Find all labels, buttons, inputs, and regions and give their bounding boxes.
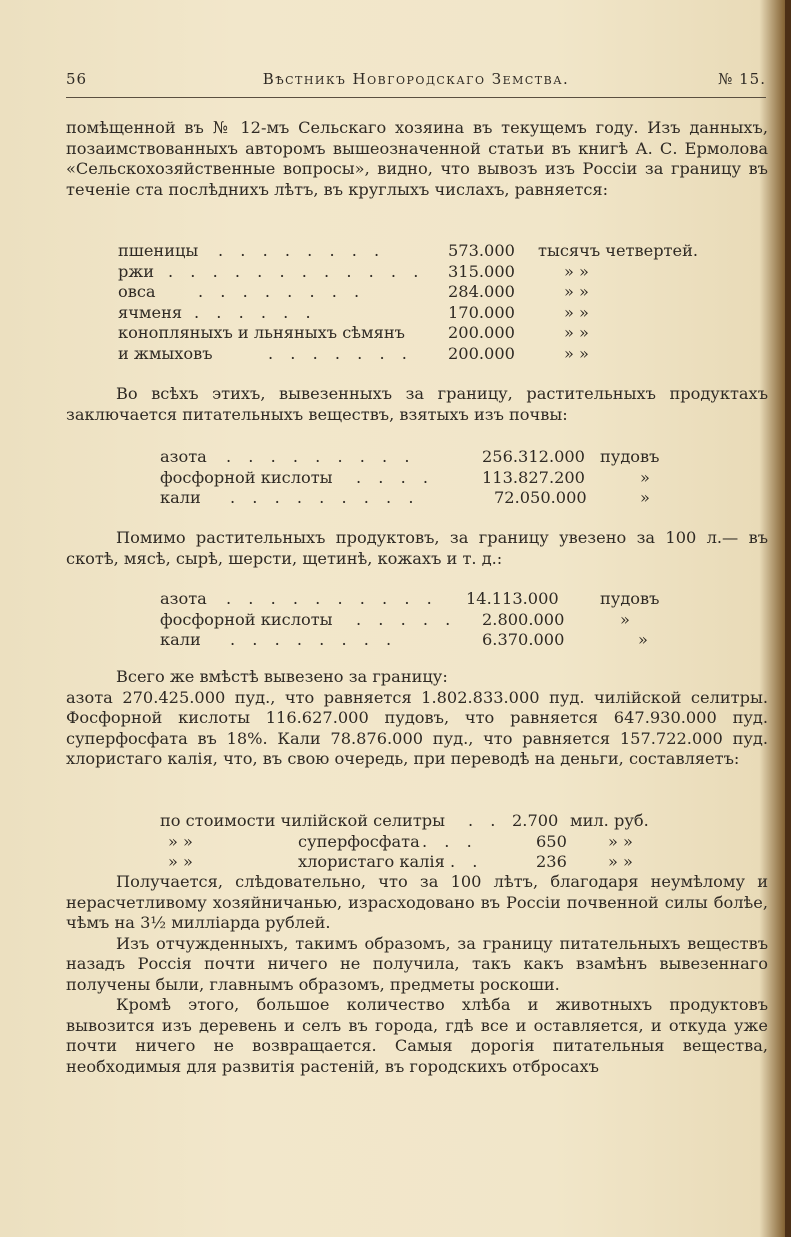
ditto-marks: » » xyxy=(168,852,193,871)
leader-dots: . . . . . . . xyxy=(268,343,413,363)
page-edge-shadow xyxy=(785,0,791,1237)
cost-value: 650 xyxy=(536,831,567,851)
table-row xyxy=(160,811,720,832)
animal-table xyxy=(160,589,720,651)
cost-value: 2.700 xyxy=(512,811,559,830)
total-heading: Всего же вмѣстѣ вывезено за границу: xyxy=(116,667,448,686)
item-unit: » » xyxy=(564,323,589,342)
closing-section xyxy=(66,872,768,1077)
intro-paragraph xyxy=(66,118,768,200)
closing-paragraph: Изъ отчужденныхъ, такимъ образомъ, за границу питательныхъ веществъ назадъ Россія почти ничего не получила, такъ какъ взамѣнъ вывезеннаго получены были, главнымъ образомъ, предметы роскоши. xyxy=(66,933,768,994)
leader-dots: . . . . . xyxy=(356,609,457,629)
cost-unit: » » xyxy=(608,831,633,851)
item-unit: » xyxy=(640,467,650,487)
item-value: 72.050.000 xyxy=(494,488,587,507)
nutrients-text: Во всѣхъ этихъ, вывезенныхъ за границу, растительныхъ продуктахъ заключается питательныхъ веществъ, взятыхъ изъ почвы: xyxy=(66,384,768,424)
leader-dots: . . . . . . . . . xyxy=(226,447,416,466)
item-value: 256.312.000 xyxy=(482,447,585,466)
table-row xyxy=(118,344,718,365)
animal-text: Помимо растительныхъ продуктовъ, за границу увезено за 100 л.— въ скотѣ, мясѣ, сырѣ, шерсти, щетинѣ, кожахъ и т. д.: xyxy=(66,528,768,568)
item-value: 284.000 xyxy=(448,282,515,301)
total-text: азота 270.425.000 пуд., что равняется 1.802.833.000 пуд. чилійской селитры. Фосфорной кислоты 116.627.000 пудовъ, что равняется 647.930.000 пуд. суперфосфата въ 18%. Кали 78.876.000 пуд., что равняется 157.722.000 пуд. хлористаго калія, что, въ свою очередь, при переводѣ на деньги, составляетъ: xyxy=(66,687,768,768)
item-name: ячменя xyxy=(118,302,183,322)
table-row xyxy=(118,282,718,303)
item-unit: пудовъ xyxy=(600,447,660,466)
item-unit: » xyxy=(638,630,648,649)
table-row xyxy=(160,630,720,651)
item-value: 113.827.200 xyxy=(482,467,585,487)
leader-dots: . . . . . . . . . xyxy=(230,488,420,507)
item-name: кали xyxy=(160,630,201,649)
item-value: 573.000 xyxy=(448,241,515,260)
closing-paragraph: Кромѣ этого, большое количество хлѣба и животныхъ продуктовъ вывозится изъ деревень и селъ въ города, гдѣ все и оставляется, и откуда уже почти ничего не возвращается. Самыя дорогія питательныя вещества, необходимыя для развитія растеній, въ городскихъ отбросахъ xyxy=(66,995,768,1076)
item-value: 315.000 xyxy=(448,261,515,281)
table-row xyxy=(160,488,720,509)
leader-dots: . . . . . . . . xyxy=(198,282,366,301)
cost-value: 236 xyxy=(536,852,567,871)
ditto-marks: » » xyxy=(168,831,193,851)
table-row xyxy=(118,262,718,283)
item-unit: тысячъ четвертей. xyxy=(538,241,699,260)
header-rule xyxy=(66,97,766,98)
item-unit: » » xyxy=(564,261,589,281)
item-value: 200.000 xyxy=(448,323,515,342)
item-value: 170.000 xyxy=(448,302,515,322)
issue-number: № 15. xyxy=(718,70,766,88)
leader-dots: . . . . . . . . xyxy=(218,241,386,260)
item-name: ржи xyxy=(118,261,155,281)
cost-label: суперфосфата xyxy=(298,831,420,851)
item-value: 200.000 xyxy=(448,343,515,363)
journal-title: Вѣстникъ Новгородскаго Земства. xyxy=(262,70,570,88)
running-header xyxy=(66,70,766,94)
cost-label: по стоимости чилійской селитры xyxy=(160,811,446,830)
table-row xyxy=(160,468,720,489)
item-unit: пудовъ xyxy=(600,589,660,608)
total-section xyxy=(66,667,768,770)
closing-paragraph: Получается, слѣдовательно, что за 100 лѣтъ, благодаря неумѣлому и нерасчетливому хозяйничанью, израсходовано въ Россіи почвенной силы болѣе, чѣмъ на 3½ милліарда рублей. xyxy=(66,872,768,932)
item-unit: » xyxy=(620,609,630,629)
item-value: 14.113.000 xyxy=(466,589,559,608)
leader-dots: . . . . . . . . . . xyxy=(226,589,438,608)
leader-dots: . . xyxy=(468,811,502,830)
table-row xyxy=(118,241,718,262)
leader-dots: . . . . . . xyxy=(194,302,317,322)
table-row xyxy=(160,832,720,853)
animal-paragraph xyxy=(66,528,768,569)
table-row xyxy=(160,610,720,631)
item-name: и жмыховъ xyxy=(118,343,213,363)
cost-label: хлористаго калія xyxy=(298,852,445,871)
table-row xyxy=(118,303,718,324)
item-unit: » » xyxy=(564,282,589,301)
item-value: 2.800.000 xyxy=(482,609,565,629)
money-table xyxy=(160,811,720,873)
item-value: 6.370.000 xyxy=(482,630,565,649)
nutrients-paragraph xyxy=(66,384,768,425)
item-name: овса xyxy=(118,282,156,301)
leader-dots: . . . . . . . . xyxy=(230,630,398,649)
item-unit: » xyxy=(640,488,650,507)
nutrients-table xyxy=(160,447,720,509)
item-unit: » » xyxy=(564,343,589,363)
item-name: пшеницы xyxy=(118,241,199,260)
item-name: конопляныхъ и льняныхъ сѣмянъ xyxy=(118,323,405,342)
export-table xyxy=(118,241,718,364)
table-row xyxy=(160,589,720,610)
item-name: фосфорной кислоты xyxy=(160,609,333,629)
table-row xyxy=(118,323,718,344)
table-row xyxy=(160,852,720,873)
leader-dots: . . . . . . . . . . . . xyxy=(168,261,425,281)
item-name: азота xyxy=(160,589,207,608)
item-name: азота xyxy=(160,447,207,466)
item-unit: » » xyxy=(564,302,589,322)
leader-dots: . . . . xyxy=(356,467,435,487)
page-number: 56 xyxy=(66,70,88,88)
leader-dots: . . . xyxy=(422,831,478,851)
leader-dots: . . xyxy=(450,852,484,871)
cost-unit: мил. руб. xyxy=(570,811,649,830)
table-row xyxy=(160,447,720,468)
cost-unit: » » xyxy=(608,852,633,871)
item-name: кали xyxy=(160,488,201,507)
intro-text: помѣщенной въ № 12-мъ Сельскаго хозяина въ текущемъ году. Изъ данныхъ, позаимствованныхъ авторомъ вышеозначенной статьи въ книгѣ А. С. Ермолова «Сельскохозяйственные вопросы», видно, что вывозъ изъ Россіи за границу въ теченіе ста послѣднихъ лѣтъ, въ круглыхъ числахъ, равняется: xyxy=(66,118,768,199)
item-name: фосфорной кислоты xyxy=(160,467,333,487)
